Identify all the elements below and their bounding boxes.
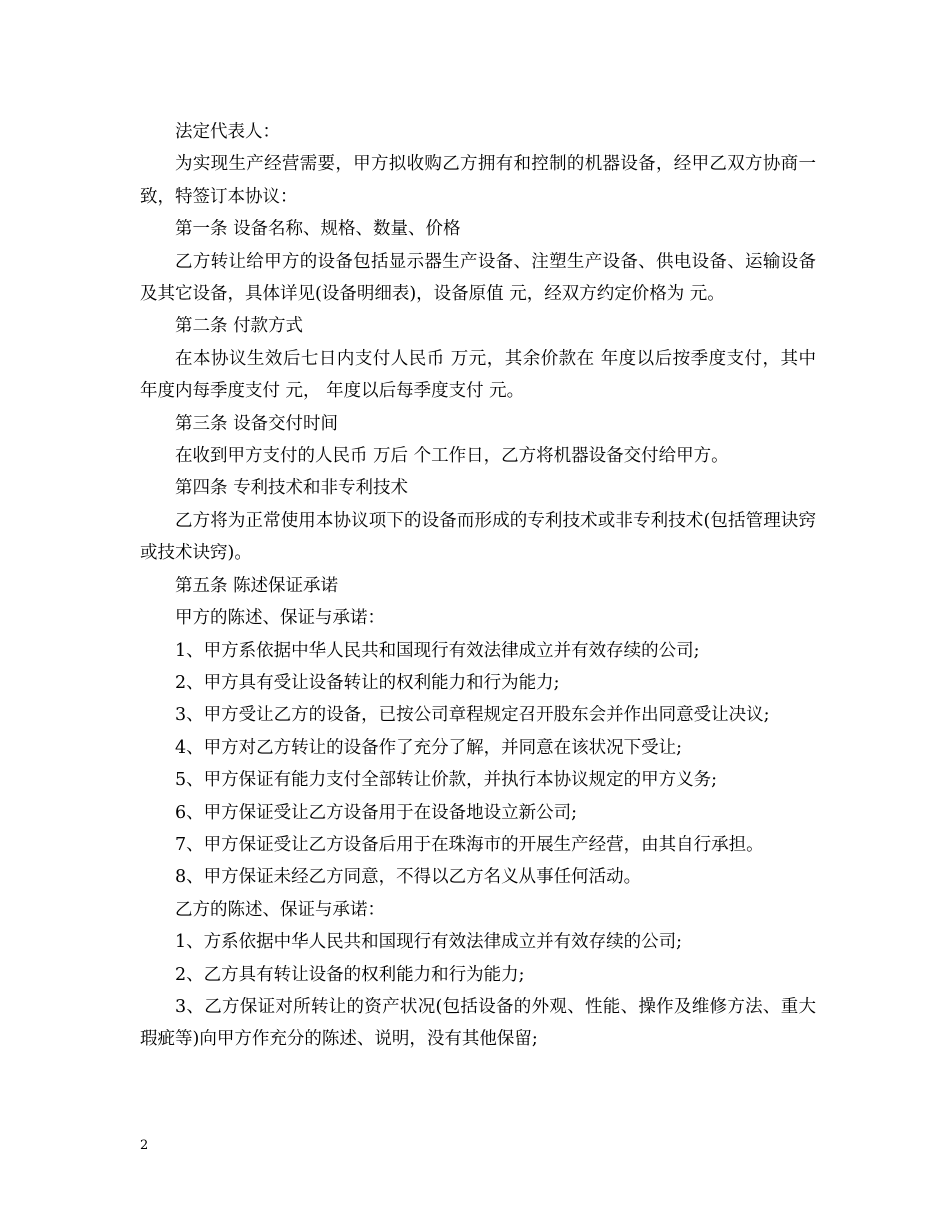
party-a-item: 7、甲方保证受让乙方设备后用于在珠海市的开展生产经营，由其自行承担。 (175, 834, 764, 855)
article-2-body: 在本协议生效后七日内支付人民币 万元，其余价款在 年度以后按季度支付，其中年度内每季度支付 元， 年度以后每季度支付 元。 (140, 348, 816, 402)
article-1-heading: 第一条 设备名称、规格、数量、价格 (175, 219, 461, 240)
party-a-item: 8、甲方保证未经乙方同意，不得以乙方名义从事任何活动。 (175, 867, 642, 888)
article-3-heading: 第三条 设备交付时间 (175, 413, 339, 434)
article-4-heading: 第四条 专利技术和非专利技术 (175, 478, 409, 499)
party-a-item: 6、甲方保证受让乙方设备用于在设备地设立新公司; (175, 802, 578, 823)
party-b-item: 1、方系依据中华人民共和国现行有效法律成立并有效存续的公司; (175, 932, 683, 953)
article-4-body: 乙方将为正常使用本协议项下的设备而形成的专利技术或非专利技术(包括管理诀窍或技术诀窍)。 (140, 510, 816, 564)
article-3-body: 在收到甲方支付的人民币 万后 个工作日，乙方将机器设备交付给甲方。 (175, 446, 729, 467)
page-number: 2 (140, 1138, 149, 1153)
party-a-item: 1、甲方系依据中华人民共和国现行有效法律成立并有效存续的公司; (175, 640, 700, 661)
article-1-body: 乙方转让给甲方的设备包括显示器生产设备、注塑生产设备、供电设备、运输设备及其它设备，具体详见(设备明细表)，设备原值 元，经双方约定价格为 元。 (140, 251, 816, 305)
party-a-item: 2、甲方具有受让设备转让的权利能力和行为能力; (175, 672, 560, 693)
article-2-heading: 第二条 付款方式 (175, 316, 304, 337)
party-b-statements-heading: 乙方的陈述、保证与承诺： (175, 899, 385, 920)
party-a-statements-heading: 甲方的陈述、保证与承诺： (175, 608, 385, 629)
party-b-item: 2、乙方具有转让设备的权利能力和行为能力; (175, 964, 525, 985)
document-body (140, 116, 816, 1056)
party-a-item: 5、甲方保证有能力支付全部转让价款，并执行本协议规定的甲方义务; (175, 770, 718, 791)
article-5-heading: 第五条 陈述保证承诺 (175, 575, 339, 596)
party-a-item: 4、甲方对乙方转让的设备作了充分了解，并同意在该状况下受让; (175, 737, 683, 758)
legal-representative-line: 法定代表人： (175, 122, 280, 142)
party-b-item: 3、乙方保证对所转让的资产状况(包括设备的外观、性能、操作及维修方法、重大瑕疵等)向甲方作充分的陈述、说明，没有其他保留; (140, 996, 816, 1050)
party-a-item: 3、甲方受让乙方的设备，已按公司章程规定召开股东会并作出同意受让决议; (175, 705, 770, 726)
preamble-paragraph: 为实现生产经营需要，甲方拟收购乙方拥有和控制的机器设备，经甲乙双方协商一致，特签订本协议： (140, 154, 816, 207)
